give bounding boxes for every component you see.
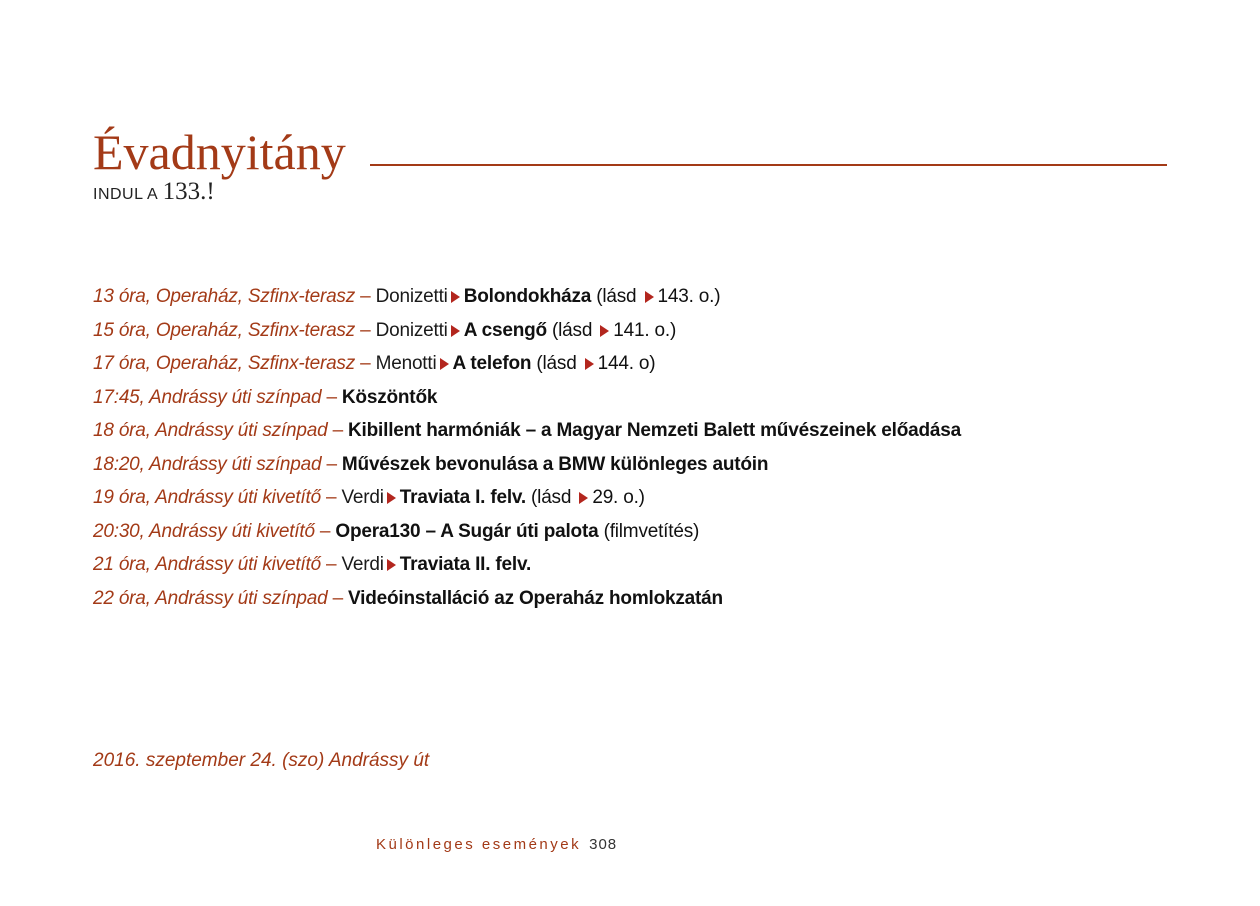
event-ref-page: 143. o.): [657, 286, 721, 307]
event-composer: Donizetti: [375, 319, 448, 341]
event-time-place: 20:30, Andrássy úti kivetítő: [93, 520, 315, 542]
title-rule: [370, 164, 1167, 166]
event-row: [93, 314, 961, 348]
event-row: [93, 414, 961, 448]
event-time-place: 13 óra, Operaház, Szfinx-terasz: [93, 286, 356, 307]
event-composer: Verdi: [341, 487, 384, 508]
event-row: [93, 481, 961, 515]
event-row: [93, 347, 961, 381]
event-time-place: 17 óra, Operaház, Szfinx-terasz: [93, 353, 356, 374]
arrow-icon: [387, 559, 396, 571]
subtitle-number: 133.!: [162, 178, 215, 205]
event-row: [93, 280, 961, 314]
date-line: 2016. szeptember 24. (szo) Andrássy út: [93, 750, 430, 771]
page-footer: [376, 836, 617, 853]
subtitle: [93, 178, 215, 206]
event-note: (filmvetítés): [603, 520, 700, 542]
event-time-place: 15 óra, Operaház, Szfinx-terasz: [93, 319, 356, 341]
arrow-icon: [600, 325, 609, 337]
arrow-icon: [579, 492, 588, 504]
event-composer: Donizetti: [375, 286, 448, 307]
arrow-icon: [451, 291, 460, 303]
event-ref-page: 29. o.): [592, 487, 645, 508]
event-title: A csengő: [463, 319, 547, 341]
event-title: Bolondokháza: [463, 286, 592, 307]
event-time-place: 17:45, Andrássy úti színpad: [93, 386, 322, 408]
subtitle-prefix: INDUL A: [93, 186, 159, 203]
event-row: [93, 548, 961, 582]
page-number: 308: [589, 836, 618, 853]
arrow-icon: [451, 325, 460, 337]
event-dash: –: [355, 353, 376, 374]
event-ref-page: 141. o.): [613, 319, 677, 341]
event-time-place: 19 óra, Andrássy úti kivetítő: [93, 487, 321, 508]
arrow-icon: [645, 291, 654, 303]
arrow-icon: [387, 492, 396, 504]
event-title: Opera130 – A Sugár úti palota: [335, 520, 599, 542]
event-ref-label: (lásd: [552, 319, 593, 341]
event-title: Traviata II. felv.: [399, 554, 532, 575]
event-dash: –: [321, 453, 342, 475]
event-dash: –: [320, 487, 342, 508]
event-composer: Menotti: [375, 353, 437, 374]
event-title: Köszöntők: [341, 386, 438, 408]
arrow-icon: [585, 358, 594, 370]
event-dash: –: [327, 420, 349, 441]
event-dash: –: [355, 319, 376, 341]
event-list: [93, 280, 961, 615]
event-dash: –: [320, 554, 342, 575]
event-ref-page: 144. o): [597, 353, 656, 374]
event-ref-label: (lásd: [536, 353, 577, 374]
event-title: Traviata I. felv.: [399, 487, 526, 508]
footer-section: Különleges események: [376, 836, 582, 853]
event-title: A telefon: [452, 353, 532, 374]
event-dash: –: [314, 520, 336, 542]
event-dash: –: [355, 286, 376, 307]
event-title: Kibillent harmóniák – a Magyar Nemzeti Balett művészeinek előadása: [348, 420, 962, 441]
page-title: Évadnyitány: [93, 124, 346, 180]
event-time-place: 18:20, Andrássy úti színpad: [93, 453, 322, 475]
event-title: Videóinstalláció az Operaház homlokzatán: [348, 587, 723, 609]
event-row: [93, 448, 961, 482]
event-row: [93, 515, 961, 549]
event-time-place: 22 óra, Andrássy úti színpad: [93, 587, 328, 609]
event-title: Művészek bevonulása a BMW különleges autóin: [341, 453, 769, 475]
event-dash: –: [321, 386, 342, 408]
arrow-icon: [440, 358, 449, 370]
event-row: [93, 582, 961, 616]
event-time-place: 18 óra, Andrássy úti színpad: [93, 420, 328, 441]
event-dash: –: [327, 587, 349, 609]
event-ref-label: (lásd: [596, 286, 637, 307]
event-ref-label: (lásd: [531, 487, 572, 508]
event-composer: Verdi: [341, 554, 384, 575]
event-row: [93, 381, 961, 415]
event-time-place: 21 óra, Andrássy úti kivetítő: [93, 554, 321, 575]
